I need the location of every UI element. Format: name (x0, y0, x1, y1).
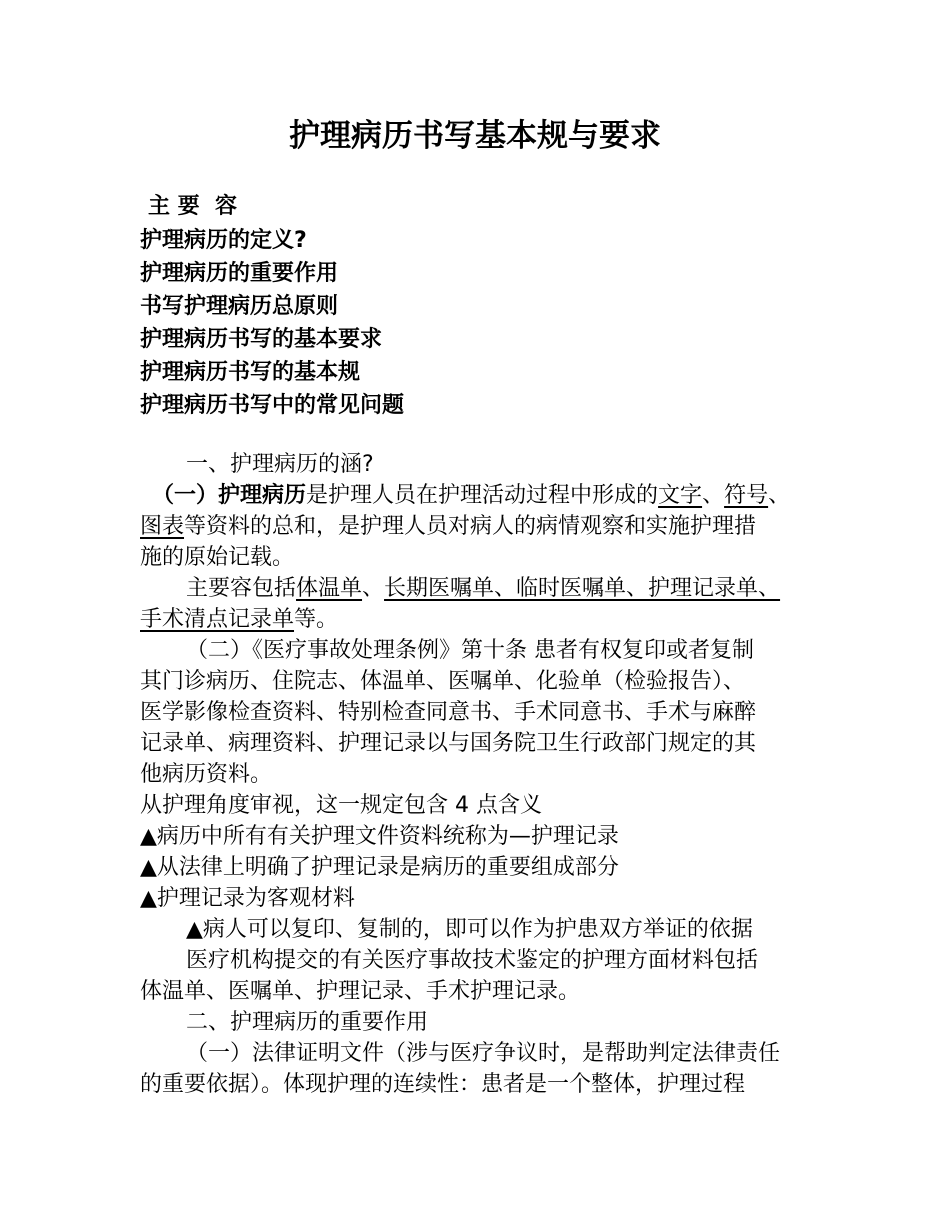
paragraph-identification-line: 医疗机构提交的有关医疗事故技术鉴定的护理方面材料包括 (186, 948, 759, 973)
paragraph-text: 主要容包括 (186, 576, 297, 601)
contents-heading: 主 要 容 (148, 194, 237, 219)
paragraph-text: 是护理人员在护理活动过程中形成的 (306, 483, 659, 508)
separator: 、 (362, 576, 385, 601)
bullet-item: ▲病历中所有有关护理文件资料统称为—护理记录 (140, 824, 619, 849)
toc-item: 护理病历的定义? (140, 228, 307, 253)
paragraph-legal-line: 的重要依据）。体现护理的连续性：患者是一个整体，护理过程 (140, 1072, 746, 1097)
toc-item: 护理病历的重要作用 (140, 261, 339, 286)
underlined-term: 符号 (724, 483, 769, 508)
paragraph-definition-line (140, 480, 840, 511)
toc-item: 书写护理病历总原则 (140, 294, 339, 319)
paragraph-definition-line: 施的原始记载。 (140, 545, 295, 570)
underlined-term: 手术清点记录单 (140, 607, 295, 632)
bold-term: 护理病历 (218, 483, 307, 508)
paragraph-number: （一） (152, 483, 219, 508)
document-body (140, 449, 840, 1100)
paragraph-text: 等资料的总和，是护理人员对病人的病情观察和实施护理措 (184, 514, 757, 539)
bullet-item: ▲从法律上明确了护理记录是病历的重要组成部分 (140, 855, 619, 880)
separator: 、 (702, 483, 725, 508)
paragraph-regulation-line: （二）《医疗事故处理条例》第十条 患者有权复印或者复制 (186, 638, 754, 663)
document-title: 护理病历书写基本规与要求 (289, 118, 661, 154)
paragraph-contents-line (140, 573, 840, 604)
paragraph-regulation-line: 记录单、病理资料、护理记录以与国务院卫生行政部门规定的其 (140, 731, 757, 756)
section-heading-1: 一、护理病历的涵? (186, 452, 374, 477)
bullet-item: ▲护理记录为客观材料 (140, 886, 355, 911)
paragraph-contents-line (140, 604, 840, 635)
paragraph-regulation-line: 其门诊病历、住院志、体温单、医嘱单、化验单（检验报告）、 (140, 669, 746, 694)
toc-item: 护理病历书写中的常见问题 (140, 393, 405, 418)
bullet-item-indented: ▲病人可以复印、复制的，即可以作为护患双方举证的依据 (186, 917, 753, 942)
toc-item: 护理病历书写的基本要求 (140, 327, 383, 352)
underlined-term: 长期医嘱单、临时医嘱单、护理记录单、 (384, 576, 781, 601)
toc-item: 护理病历书写的基本规 (140, 360, 361, 385)
paragraph-identification-line: 体温单、医嘱单、护理记录、手术护理记录。 (140, 979, 581, 1004)
paragraph-regulation-line: 医学影像检查资料、特别检查同意书、手术同意书、手术与麻醉 (140, 700, 757, 725)
table-of-contents (140, 190, 840, 422)
underlined-term: 体温单 (296, 576, 363, 601)
paragraph-meaning: 从护理角度审视，这一规定包含 4 点含义 (140, 793, 542, 818)
paragraph-regulation-line: 他病历资料。 (140, 762, 273, 787)
separator: 、 (768, 483, 791, 508)
section-heading-2: 二、护理病历的重要作用 (186, 1010, 429, 1035)
paragraph-text: 等。 (294, 607, 339, 632)
underlined-term: 文字 (658, 483, 703, 508)
paragraph-definition-line (140, 511, 840, 542)
underlined-term: 图表 (140, 514, 185, 539)
paragraph-legal-line: （一）法律证明文件（涉与医疗争议时，是帮助判定法律责任 (186, 1041, 781, 1066)
